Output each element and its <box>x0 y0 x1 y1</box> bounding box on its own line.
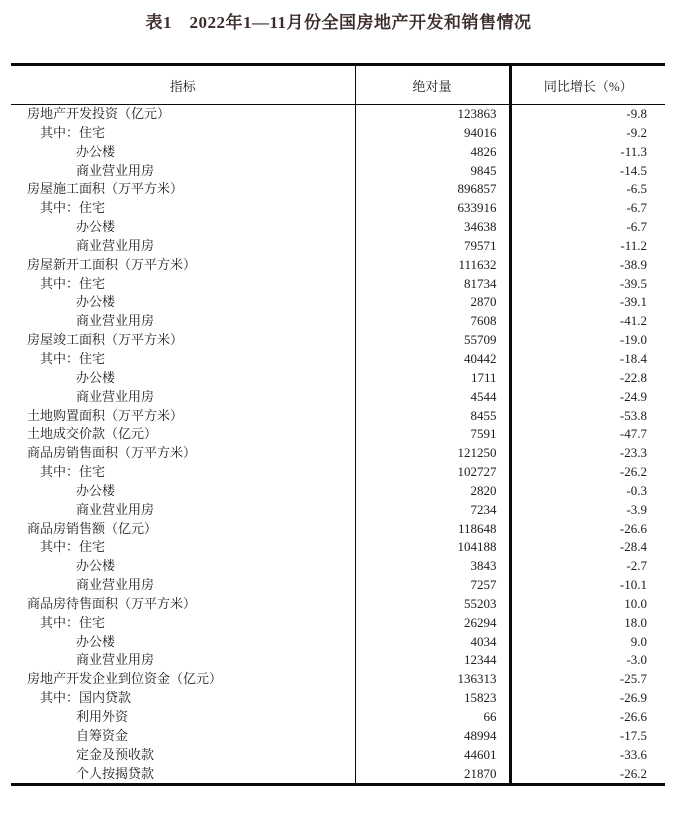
table-row <box>11 501 665 520</box>
table-row <box>11 727 665 746</box>
absolute-value-cell: 9845 <box>355 162 510 181</box>
table-row <box>11 520 665 539</box>
indicator-cell: 商业营业用房 <box>11 388 355 407</box>
growth-value-cell: 18.0 <box>624 614 647 630</box>
absolute-value-cell: 7608 <box>355 312 510 331</box>
table-row <box>11 293 665 312</box>
indicator-cell: 定金及预收款 <box>11 746 355 765</box>
absolute-value-cell: 118648 <box>355 520 510 539</box>
table-row <box>11 256 665 275</box>
table-row <box>11 180 665 199</box>
indicator-cell: 办公楼 <box>11 143 355 162</box>
growth-value-cell: -3.0 <box>626 652 647 668</box>
absolute-value-cell: 102727 <box>355 463 510 482</box>
absolute-value-cell: 896857 <box>355 180 510 199</box>
indicator-cell: 其中：住宅 <box>11 614 355 633</box>
table-row <box>11 746 665 765</box>
table-row <box>11 199 665 218</box>
table-row <box>11 143 665 162</box>
absolute-value-cell: 136313 <box>355 670 510 689</box>
indicator-cell: 商业营业用房 <box>11 501 355 520</box>
growth-value-cell: -26.2 <box>619 765 647 781</box>
growth-value-cell: -26.6 <box>619 709 647 724</box>
growth-value-cell: -39.1 <box>619 294 647 310</box>
absolute-value-cell: 66 <box>355 708 510 727</box>
indicator-cell: 商业营业用房 <box>11 576 355 595</box>
indicator-cell: 商业营业用房 <box>11 162 355 181</box>
absolute-value-cell: 4544 <box>355 388 510 407</box>
indicator-cell: 土地购置面积（万平方米） <box>11 407 355 426</box>
indicator-cell: 房屋施工面积（万平方米） <box>11 180 355 199</box>
growth-value-cell: -41.2 <box>619 313 647 329</box>
indicator-cell: 办公楼 <box>11 218 355 237</box>
growth-value-cell: -17.5 <box>619 727 647 743</box>
growth-value-cell: -14.5 <box>619 162 647 178</box>
indicator-cell: 自筹资金 <box>11 727 355 746</box>
absolute-value-cell: 123863 <box>355 105 510 124</box>
growth-value-cell: -0.3 <box>626 482 647 498</box>
table-row <box>11 124 665 143</box>
page-title: 表1 2022年1—11月份全国房地产开发和销售情况 <box>145 13 532 32</box>
table-row <box>11 312 665 331</box>
growth-value-cell: -3.9 <box>626 501 647 517</box>
growth-value-cell: -33.6 <box>619 746 647 762</box>
table-row <box>11 425 665 444</box>
table-row <box>11 482 665 501</box>
table-row <box>11 369 665 388</box>
table-row <box>11 651 665 670</box>
growth-value-cell: -24.9 <box>619 388 647 404</box>
growth-value-cell: -9.8 <box>626 106 647 121</box>
growth-value-cell: -6.7 <box>626 219 647 235</box>
indicator-cell: 利用外资 <box>11 708 355 727</box>
absolute-value-cell: 40442 <box>355 350 510 369</box>
growth-value-cell: -28.4 <box>619 539 647 555</box>
table-row <box>11 350 665 369</box>
absolute-value-cell: 48994 <box>355 727 510 746</box>
table-row <box>11 407 665 426</box>
indicator-cell: 房地产开发投资（亿元） <box>11 105 355 124</box>
growth-value-cell: -2.7 <box>626 558 647 574</box>
table-row <box>11 670 665 689</box>
table-row <box>11 708 665 727</box>
indicator-cell: 商业营业用房 <box>11 237 355 256</box>
indicator-cell: 房屋竣工面积（万平方米） <box>11 331 355 350</box>
absolute-value-cell: 21870 <box>355 765 510 785</box>
table-row <box>11 218 665 237</box>
indicator-cell: 其中：住宅 <box>11 275 355 294</box>
column-header-growth: 同比增长（%） <box>510 65 665 105</box>
table-row <box>11 162 665 181</box>
growth-value-cell: -23.3 <box>619 445 647 461</box>
indicator-cell: 商品房销售面积（万平方米） <box>11 444 355 463</box>
absolute-value-cell: 121250 <box>355 444 510 463</box>
table-row <box>11 614 665 633</box>
column-header-absolute: 绝对量 <box>355 65 510 105</box>
indicator-cell: 商品房销售额（亿元） <box>11 520 355 539</box>
absolute-value-cell: 104188 <box>355 538 510 557</box>
absolute-value-cell: 2870 <box>355 293 510 312</box>
table-row <box>11 237 665 256</box>
absolute-value-cell: 55709 <box>355 331 510 350</box>
absolute-value-cell: 7591 <box>355 425 510 444</box>
indicator-cell: 商业营业用房 <box>11 312 355 331</box>
growth-value-cell: -9.2 <box>626 124 647 140</box>
table-row <box>11 331 665 350</box>
growth-value-cell: -53.8 <box>619 407 647 423</box>
absolute-value-cell: 111632 <box>355 256 510 275</box>
growth-value-cell: -6.5 <box>626 181 647 197</box>
growth-value-cell: 10.0 <box>624 595 647 611</box>
indicator-cell: 办公楼 <box>11 633 355 652</box>
indicator-cell: 其中：住宅 <box>11 463 355 482</box>
growth-value-cell: -10.1 <box>619 577 647 593</box>
absolute-value-cell: 1711 <box>355 369 510 388</box>
indicator-cell: 土地成交价款（亿元） <box>11 425 355 444</box>
indicator-cell: 房屋新开工面积（万平方米） <box>11 256 355 275</box>
growth-value-cell: -6.7 <box>626 200 647 216</box>
indicator-cell: 商业营业用房 <box>11 651 355 670</box>
column-header-indicator: 指标 <box>11 65 355 105</box>
indicator-cell: 房地产开发企业到位资金（亿元） <box>11 670 355 689</box>
growth-value-cell: -26.9 <box>619 690 647 706</box>
growth-value-cell: -26.2 <box>619 464 647 480</box>
absolute-value-cell: 34638 <box>355 218 510 237</box>
absolute-value-cell: 26294 <box>355 614 510 633</box>
indicator-cell: 个人按揭贷款 <box>11 765 355 785</box>
growth-value-cell: -18.4 <box>619 350 647 366</box>
absolute-value-cell: 44601 <box>355 746 510 765</box>
indicator-cell: 办公楼 <box>11 293 355 312</box>
table-row <box>11 105 665 124</box>
growth-value-cell: -47.7 <box>619 426 647 442</box>
indicator-cell: 办公楼 <box>11 557 355 576</box>
absolute-value-cell: 4826 <box>355 143 510 162</box>
absolute-value-cell: 79571 <box>355 237 510 256</box>
table-header <box>11 65 665 105</box>
growth-value-cell: -39.5 <box>619 275 647 291</box>
table-row <box>11 557 665 576</box>
absolute-value-cell: 15823 <box>355 689 510 708</box>
growth-value-cell: -25.7 <box>619 671 647 687</box>
table-body <box>11 105 665 785</box>
statistics-table <box>11 63 665 786</box>
absolute-value-cell: 55203 <box>355 595 510 614</box>
table-row <box>11 765 665 785</box>
table-row <box>11 689 665 708</box>
absolute-value-cell: 12344 <box>355 651 510 670</box>
absolute-value-cell: 3843 <box>355 557 510 576</box>
absolute-value-cell: 633916 <box>355 199 510 218</box>
growth-value-cell: -11.2 <box>620 237 647 253</box>
absolute-value-cell: 7234 <box>355 501 510 520</box>
absolute-value-cell: 94016 <box>355 124 510 143</box>
growth-value-cell: -22.8 <box>619 369 647 385</box>
table-row <box>11 633 665 652</box>
indicator-cell: 办公楼 <box>11 482 355 501</box>
absolute-value-cell: 2820 <box>355 482 510 501</box>
table-row <box>11 576 665 595</box>
indicator-cell: 其中：住宅 <box>11 124 355 143</box>
absolute-value-cell: 7257 <box>355 576 510 595</box>
growth-value-cell: -26.6 <box>619 520 647 536</box>
indicator-cell: 其中：国内贷款 <box>11 689 355 708</box>
indicator-cell: 其中：住宅 <box>11 199 355 218</box>
table-row <box>11 538 665 557</box>
growth-value-cell: -11.3 <box>620 143 647 159</box>
indicator-cell: 办公楼 <box>11 369 355 388</box>
header-row <box>11 65 665 105</box>
table-row <box>11 463 665 482</box>
growth-value-cell: 9.0 <box>630 633 647 649</box>
absolute-value-cell: 8455 <box>355 407 510 426</box>
absolute-value-cell: 81734 <box>355 275 510 294</box>
table-row <box>11 595 665 614</box>
table-row <box>11 275 665 294</box>
table-row <box>11 444 665 463</box>
growth-value-cell: -38.9 <box>619 256 647 272</box>
indicator-cell: 其中：住宅 <box>11 350 355 369</box>
table-row <box>11 388 665 407</box>
indicator-cell: 商品房待售面积（万平方米） <box>11 595 355 614</box>
absolute-value-cell: 4034 <box>355 633 510 652</box>
growth-value-cell: -19.0 <box>619 332 647 348</box>
indicator-cell: 其中：住宅 <box>11 538 355 557</box>
